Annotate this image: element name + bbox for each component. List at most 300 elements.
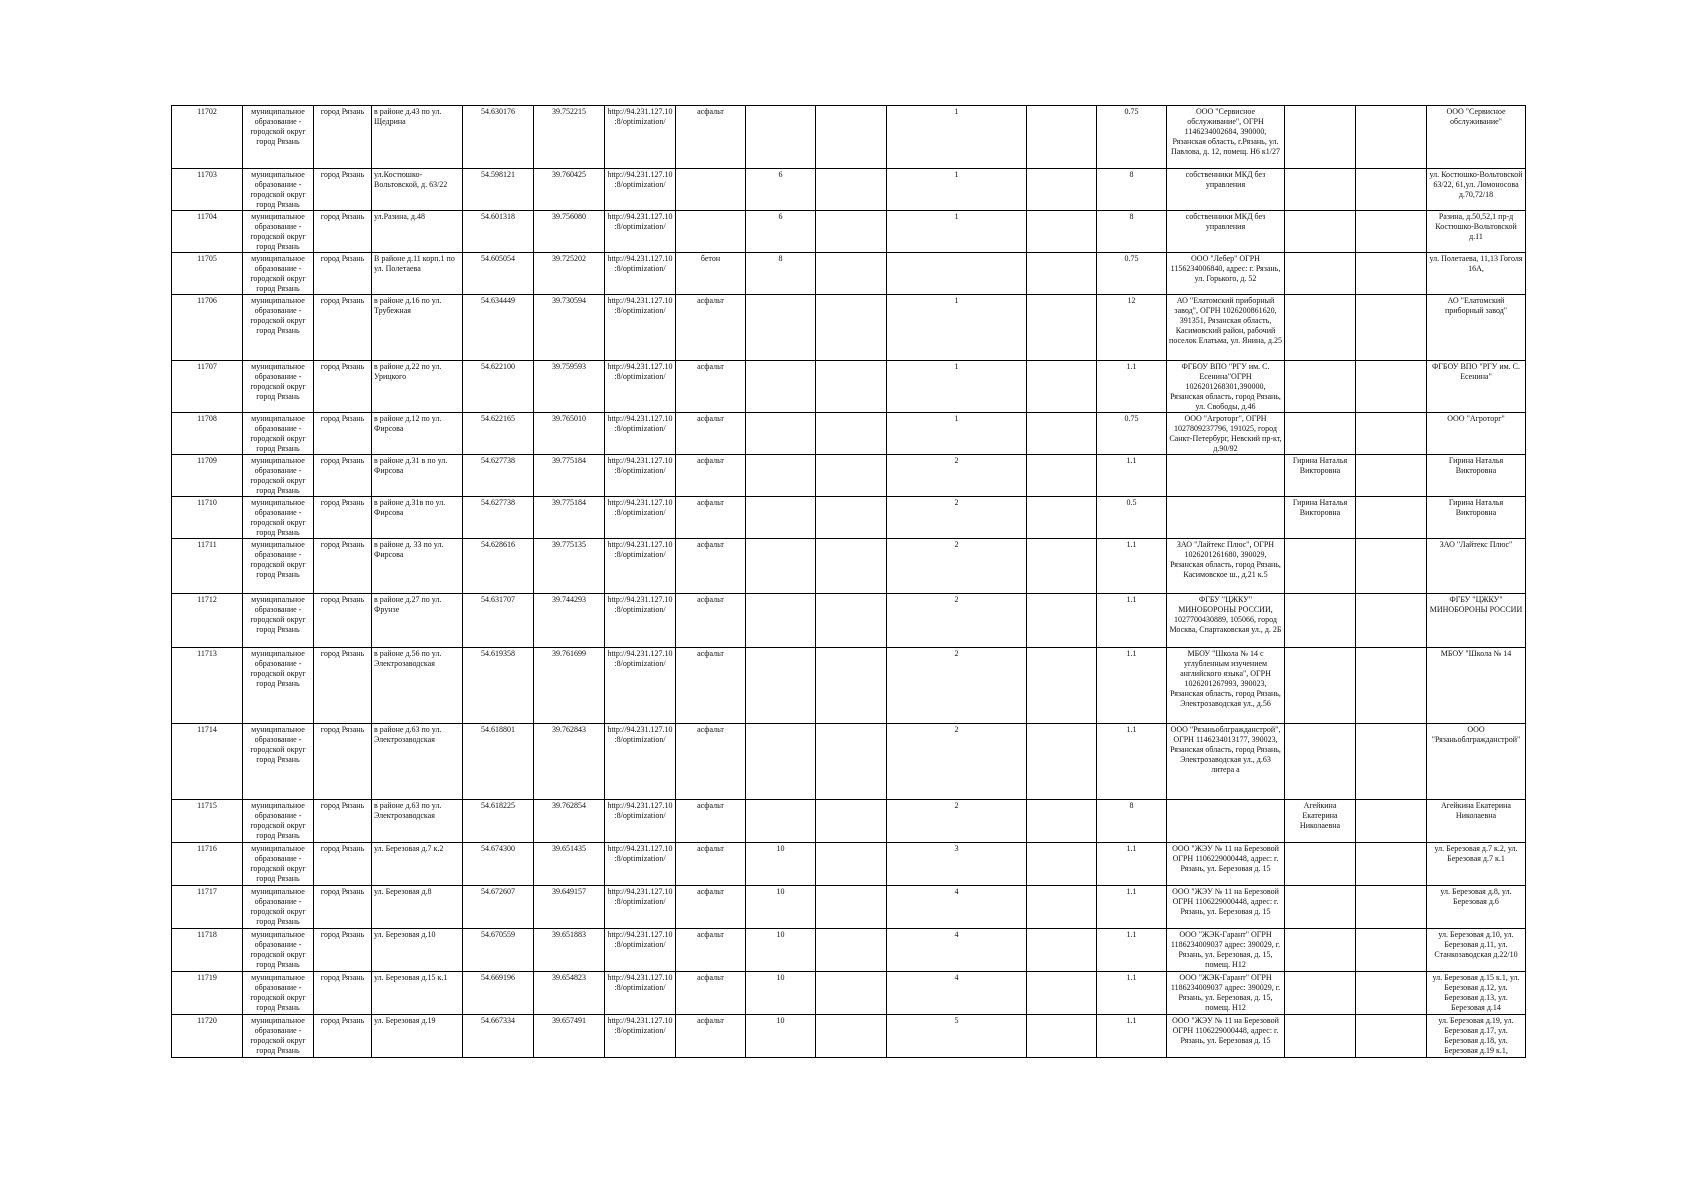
cell-map-link: http://94.231.127.10:8/optimization/ — [605, 106, 676, 169]
cell-municipality: муниципальное образование - городской округ город Рязань — [243, 843, 314, 886]
cell-surface-type: асфальт — [676, 295, 746, 361]
cell-container-area — [816, 413, 887, 455]
cell-owner-extra — [1356, 929, 1427, 972]
cell-address: в районе д.22 по ул. Урицкого — [372, 361, 463, 413]
cell-surface-type: асфальт — [676, 361, 746, 413]
cell-waste-sources: Агейкина Екатерина Николаевна — [1427, 800, 1526, 843]
cell-address: в районе д.56 по ул. Электрозаводская — [372, 648, 463, 724]
cell-owner-individual: Агейкина Екатерина Николаевна — [1285, 800, 1356, 843]
cell-area — [746, 724, 816, 800]
cell-waste-sources: ул. Березовая д.15 к.1, ул. Березовая д.12, ул. Березовая д.13, ул. Березовая д.14 — [1427, 972, 1526, 1015]
cell-container-volume: 0.75 — [1097, 253, 1167, 295]
cell-container-volume-extra — [1027, 1015, 1097, 1058]
cell-owner-legal-entity: ООО "ЖЭУ № 11 на Березовой ОГРН 1106229000448, адрес: г. Рязань, ул. Березовая д. 15 — [1167, 886, 1285, 929]
cell-container-area — [816, 106, 887, 169]
cell-latitude: 54.670559 — [463, 929, 534, 972]
cell-registry-number: 11710 — [172, 497, 243, 539]
cell-owner-individual — [1285, 361, 1356, 413]
cell-area — [746, 594, 816, 648]
cell-container-volume: 0.75 — [1097, 413, 1167, 455]
cell-latitude: 54.598121 — [463, 169, 534, 211]
cell-owner-extra — [1356, 413, 1427, 455]
cell-registry-number: 11709 — [172, 455, 243, 497]
cell-owner-individual — [1285, 539, 1356, 594]
table-row — [172, 253, 1526, 295]
cell-container-area — [816, 724, 887, 800]
cell-settlement: город Рязань — [314, 295, 372, 361]
cell-owner-legal-entity: собственники МКД без управления — [1167, 169, 1285, 211]
cell-waste-sources: ЗАО "Лайтекс Плюс" — [1427, 539, 1526, 594]
cell-settlement: город Рязань — [314, 361, 372, 413]
cell-address: в районе д.12 по ул. Фирсова — [372, 413, 463, 455]
cell-surface-type: асфальт — [676, 843, 746, 886]
cell-settlement: город Рязань — [314, 594, 372, 648]
cell-area — [746, 800, 816, 843]
cell-municipality: муниципальное образование - городской округ город Рязань — [243, 648, 314, 724]
cell-settlement: город Рязань — [314, 413, 372, 455]
cell-longitude: 39.775135 — [534, 539, 605, 594]
cell-owner-individual — [1285, 594, 1356, 648]
cell-map-link: http://94.231.127.10:8/optimization/ — [605, 295, 676, 361]
cell-address: ул.Костюшко-Вольтовской, д. 63/22 — [372, 169, 463, 211]
cell-area — [746, 539, 816, 594]
cell-waste-sources: Гирина Наталья Викторовна — [1427, 497, 1526, 539]
cell-container-volume-extra — [1027, 929, 1097, 972]
cell-surface-type: асфальт — [676, 497, 746, 539]
cell-longitude: 39.762843 — [534, 724, 605, 800]
cell-owner-individual — [1285, 1015, 1356, 1058]
cell-owner-legal-entity — [1167, 800, 1285, 843]
table-row — [172, 843, 1526, 886]
cell-container-count: 2 — [887, 455, 1027, 497]
table-row — [172, 929, 1526, 972]
table-row — [172, 211, 1526, 253]
cell-longitude: 39.762854 — [534, 800, 605, 843]
cell-latitude: 54.622165 — [463, 413, 534, 455]
cell-surface-type: асфальт — [676, 1015, 746, 1058]
cell-waste-sources: Разина, д.50,52,1 пр-д Костюшко-Вольтовской д.11 — [1427, 211, 1526, 253]
cell-registry-number: 11703 — [172, 169, 243, 211]
cell-owner-legal-entity: ООО "Сервисное обслуживание", ОГРН 1146234002684, 390000, Рязанская область, г.Рязань, ул. Павлова, д. 12, помещ. Н6 к1/27 — [1167, 106, 1285, 169]
cell-surface-type: бетон — [676, 253, 746, 295]
cell-waste-sources: ул. Полетаева, 11,13 Гоголя 16А, — [1427, 253, 1526, 295]
cell-container-volume-extra — [1027, 455, 1097, 497]
cell-longitude: 39.654823 — [534, 972, 605, 1015]
cell-container-area — [816, 594, 887, 648]
cell-owner-extra — [1356, 497, 1427, 539]
cell-container-volume: 0.5 — [1097, 497, 1167, 539]
cell-longitude: 39.765010 — [534, 413, 605, 455]
cell-container-volume: 1.1 — [1097, 594, 1167, 648]
cell-container-count: 1 — [887, 106, 1027, 169]
cell-container-volume: 1.1 — [1097, 361, 1167, 413]
cell-waste-sources: ООО "Агроторг" — [1427, 413, 1526, 455]
cell-map-link: http://94.231.127.10:8/optimization/ — [605, 724, 676, 800]
cell-municipality: муниципальное образование - городской округ город Рязань — [243, 295, 314, 361]
cell-container-area — [816, 1015, 887, 1058]
cell-area: 10 — [746, 886, 816, 929]
cell-latitude: 54.630176 — [463, 106, 534, 169]
cell-container-count: 2 — [887, 724, 1027, 800]
cell-container-volume-extra — [1027, 106, 1097, 169]
cell-registry-number: 11713 — [172, 648, 243, 724]
cell-latitude: 54.634449 — [463, 295, 534, 361]
table-row — [172, 594, 1526, 648]
cell-owner-extra — [1356, 648, 1427, 724]
cell-municipality: муниципальное образование - городской округ город Рязань — [243, 800, 314, 843]
cell-municipality: муниципальное образование - городской округ город Рязань — [243, 724, 314, 800]
cell-waste-sources: ООО "Сервисное обслуживание" — [1427, 106, 1526, 169]
cell-municipality: муниципальное образование - городской округ город Рязань — [243, 361, 314, 413]
cell-container-volume-extra — [1027, 539, 1097, 594]
cell-container-volume: 1.1 — [1097, 724, 1167, 800]
cell-longitude: 39.657491 — [534, 1015, 605, 1058]
cell-settlement: город Рязань — [314, 539, 372, 594]
cell-owner-extra — [1356, 455, 1427, 497]
cell-settlement: город Рязань — [314, 843, 372, 886]
cell-waste-sources: ФГБОУ ВПО "РГУ им. С. Есенина" — [1427, 361, 1526, 413]
cell-map-link: http://94.231.127.10:8/optimization/ — [605, 539, 676, 594]
cell-settlement: город Рязань — [314, 169, 372, 211]
cell-address: ул. Березовая д.15 к.1 — [372, 972, 463, 1015]
cell-latitude: 54.619358 — [463, 648, 534, 724]
cell-owner-legal-entity: ООО "Агроторг", ОГРН 1027809237796, 191025, город Санкт-Петербург, Невский пр-кт, д.90/92 — [1167, 413, 1285, 455]
cell-container-area — [816, 972, 887, 1015]
cell-longitude: 39.752215 — [534, 106, 605, 169]
cell-owner-legal-entity: ООО "Лебер" ОГРН 1156234006840, адрес: г. Рязань, ул. Горького, д. 52 — [1167, 253, 1285, 295]
cell-container-area — [816, 497, 887, 539]
cell-owner-legal-entity: ООО "Рязаньоблгражданстрой", ОГРН 1146234013177, 390023, Рязанская область, город Рязань, Электрозаводская ул., д.63 литера а — [1167, 724, 1285, 800]
cell-settlement: город Рязань — [314, 886, 372, 929]
cell-map-link: http://94.231.127.10:8/optimization/ — [605, 929, 676, 972]
cell-settlement: город Рязань — [314, 455, 372, 497]
cell-map-link: http://94.231.127.10:8/optimization/ — [605, 594, 676, 648]
cell-registry-number: 11719 — [172, 972, 243, 1015]
cell-map-link: http://94.231.127.10:8/optimization/ — [605, 886, 676, 929]
cell-municipality: муниципальное образование - городской округ город Рязань — [243, 539, 314, 594]
cell-map-link: http://94.231.127.10:8/optimization/ — [605, 211, 676, 253]
cell-registry-number: 11704 — [172, 211, 243, 253]
cell-container-count: 2 — [887, 594, 1027, 648]
cell-area: 10 — [746, 972, 816, 1015]
cell-settlement: город Рязань — [314, 106, 372, 169]
cell-registry-number: 11706 — [172, 295, 243, 361]
cell-container-area — [816, 800, 887, 843]
table-row — [172, 648, 1526, 724]
cell-municipality: муниципальное образование - городской округ город Рязань — [243, 169, 314, 211]
cell-address: ул.Разина, д.48 — [372, 211, 463, 253]
cell-address: ул. Березовая д.10 — [372, 929, 463, 972]
cell-area — [746, 648, 816, 724]
cell-owner-extra — [1356, 886, 1427, 929]
cell-container-area — [816, 539, 887, 594]
cell-container-count: 3 — [887, 843, 1027, 886]
cell-surface-type: асфальт — [676, 886, 746, 929]
cell-owner-extra — [1356, 361, 1427, 413]
cell-container-area — [816, 648, 887, 724]
cell-registry-number: 11702 — [172, 106, 243, 169]
table-row — [172, 972, 1526, 1015]
cell-container-volume: 12 — [1097, 295, 1167, 361]
cell-waste-sources: ООО "Рязаньоблгражданстрой" — [1427, 724, 1526, 800]
cell-surface-type: асфальт — [676, 800, 746, 843]
cell-owner-individual — [1285, 211, 1356, 253]
cell-container-area — [816, 211, 887, 253]
cell-container-volume: 1.1 — [1097, 1015, 1167, 1058]
cell-area — [746, 106, 816, 169]
cell-container-volume-extra — [1027, 413, 1097, 455]
cell-surface-type: асфальт — [676, 648, 746, 724]
cell-container-volume: 1.1 — [1097, 648, 1167, 724]
cell-registry-number: 11714 — [172, 724, 243, 800]
cell-container-count: 4 — [887, 886, 1027, 929]
cell-map-link: http://94.231.127.10:8/optimization/ — [605, 497, 676, 539]
cell-latitude: 54.667334 — [463, 1015, 534, 1058]
cell-address: в районе д.63 по ул. Электрозаводская — [372, 800, 463, 843]
cell-owner-extra — [1356, 106, 1427, 169]
cell-owner-individual — [1285, 843, 1356, 886]
cell-latitude: 54.622100 — [463, 361, 534, 413]
cell-owner-extra — [1356, 169, 1427, 211]
cell-area: 8 — [746, 253, 816, 295]
cell-owner-extra — [1356, 594, 1427, 648]
cell-longitude: 39.775184 — [534, 455, 605, 497]
cell-container-volume-extra — [1027, 648, 1097, 724]
cell-container-volume: 1.1 — [1097, 972, 1167, 1015]
cell-container-volume: 1.1 — [1097, 843, 1167, 886]
cell-surface-type: асфальт — [676, 106, 746, 169]
cell-owner-individual — [1285, 169, 1356, 211]
cell-municipality: муниципальное образование - городской округ город Рязань — [243, 455, 314, 497]
cell-container-area — [816, 361, 887, 413]
cell-latitude: 54.627738 — [463, 455, 534, 497]
cell-longitude: 39.725202 — [534, 253, 605, 295]
cell-waste-sources: МБОУ "Школа № 14 — [1427, 648, 1526, 724]
cell-address: ул. Березовая д.19 — [372, 1015, 463, 1058]
cell-container-volume: 8 — [1097, 211, 1167, 253]
table-row — [172, 724, 1526, 800]
cell-owner-extra — [1356, 539, 1427, 594]
cell-latitude: 54.631707 — [463, 594, 534, 648]
cell-container-count: 2 — [887, 648, 1027, 724]
cell-municipality: муниципальное образование - городской округ город Рязань — [243, 972, 314, 1015]
cell-owner-individual — [1285, 972, 1356, 1015]
cell-owner-extra — [1356, 295, 1427, 361]
cell-surface-type: асфальт — [676, 455, 746, 497]
cell-map-link: http://94.231.127.10:8/optimization/ — [605, 361, 676, 413]
cell-container-area — [816, 929, 887, 972]
table-row — [172, 497, 1526, 539]
cell-area: 6 — [746, 169, 816, 211]
cell-longitude: 39.756080 — [534, 211, 605, 253]
cell-area: 6 — [746, 211, 816, 253]
cell-map-link: http://94.231.127.10:8/optimization/ — [605, 169, 676, 211]
cell-municipality: муниципальное образование - городской округ город Рязань — [243, 1015, 314, 1058]
cell-owner-individual: Гирина Наталья Викторовна — [1285, 497, 1356, 539]
cell-owner-legal-entity: ФГБОУ ВПО "РГУ им. С. Есенина"ОГРН 1026201268301,390000, Рязанская область, город Рязань, ул. Свободы, д.46 — [1167, 361, 1285, 413]
cell-container-volume-extra — [1027, 594, 1097, 648]
cell-address: ул. Березовая д.7 к.2 — [372, 843, 463, 886]
cell-container-volume: 8 — [1097, 169, 1167, 211]
cell-municipality: муниципальное образование - городской округ город Рязань — [243, 253, 314, 295]
cell-surface-type: асфальт — [676, 539, 746, 594]
cell-owner-extra — [1356, 253, 1427, 295]
cell-owner-extra — [1356, 211, 1427, 253]
cell-map-link: http://94.231.127.10:8/optimization/ — [605, 413, 676, 455]
cell-container-count: 1 — [887, 295, 1027, 361]
cell-registry-number: 11707 — [172, 361, 243, 413]
cell-municipality: муниципальное образование - городской округ город Рязань — [243, 497, 314, 539]
cell-registry-number: 11708 — [172, 413, 243, 455]
cell-surface-type — [676, 169, 746, 211]
cell-registry-number: 11720 — [172, 1015, 243, 1058]
cell-container-volume: 0.75 — [1097, 106, 1167, 169]
cell-longitude: 39.761699 — [534, 648, 605, 724]
cell-container-volume-extra — [1027, 497, 1097, 539]
cell-waste-sources: ул. Березовая д.19, ул. Березовая д.17, ул. Березовая д.18, ул. Березовая д.19 к.1, — [1427, 1015, 1526, 1058]
table-row — [172, 886, 1526, 929]
cell-owner-legal-entity: ЗАО "Лайтекс Плюс", ОГРН 1026201261680, 390029, Рязанская область, город Рязань, Касимовское ш., д.21 к.5 — [1167, 539, 1285, 594]
cell-map-link: http://94.231.127.10:8/optimization/ — [605, 648, 676, 724]
cell-registry-number: 11711 — [172, 539, 243, 594]
cell-owner-legal-entity — [1167, 497, 1285, 539]
cell-container-volume-extra — [1027, 295, 1097, 361]
cell-registry-number: 11712 — [172, 594, 243, 648]
cell-settlement: город Рязань — [314, 724, 372, 800]
cell-owner-individual — [1285, 253, 1356, 295]
cell-longitude: 39.775184 — [534, 497, 605, 539]
cell-container-volume-extra — [1027, 843, 1097, 886]
cell-container-volume-extra — [1027, 724, 1097, 800]
cell-registry-number: 11705 — [172, 253, 243, 295]
cell-map-link: http://94.231.127.10:8/optimization/ — [605, 1015, 676, 1058]
cell-container-count: 1 — [887, 413, 1027, 455]
cell-surface-type: асфальт — [676, 594, 746, 648]
cell-container-volume-extra — [1027, 169, 1097, 211]
cell-longitude: 39.759593 — [534, 361, 605, 413]
cell-settlement: город Рязань — [314, 253, 372, 295]
cell-address: в районе д.63 по ул. Электрозаводская — [372, 724, 463, 800]
cell-municipality: муниципальное образование - городской округ город Рязань — [243, 929, 314, 972]
cell-latitude: 54.672607 — [463, 886, 534, 929]
cell-owner-individual: Гирина Наталья Викторовна — [1285, 455, 1356, 497]
cell-municipality: муниципальное образование - городской округ город Рязань — [243, 106, 314, 169]
cell-owner-legal-entity: АО "Елатомский приборный завод", ОГРН 1026200861620, 391351, Рязанская область, Касимовский район, рабочий поселок Елатьма, ул. Янина, д.25 — [1167, 295, 1285, 361]
cell-latitude: 54.628616 — [463, 539, 534, 594]
cell-registry-number: 11718 — [172, 929, 243, 972]
cell-owner-extra — [1356, 1015, 1427, 1058]
cell-longitude: 39.744293 — [534, 594, 605, 648]
cell-address: в районе д.27 по ул. Фрунзе — [372, 594, 463, 648]
cell-latitude: 54.605054 — [463, 253, 534, 295]
registry-table-body — [172, 106, 1526, 1058]
cell-waste-sources: ул. Березовая д.10, ул. Березовая д.11, ул. Станкозаводская д.22/10 — [1427, 929, 1526, 972]
cell-area — [746, 361, 816, 413]
cell-owner-legal-entity: ООО "ЖЭК-Гарант" ОГРН 1186234009037 адрес: 390029, г. Рязань, ул. Березовая, д. 15, помещ. Н12 — [1167, 972, 1285, 1015]
cell-registry-number: 11715 — [172, 800, 243, 843]
cell-surface-type: асфальт — [676, 724, 746, 800]
table-row — [172, 169, 1526, 211]
cell-owner-individual — [1285, 295, 1356, 361]
cell-address: В районе д.11 корп.1 по ул. Полетаева — [372, 253, 463, 295]
table-row — [172, 1015, 1526, 1058]
cell-container-volume-extra — [1027, 253, 1097, 295]
cell-map-link: http://94.231.127.10:8/optimization/ — [605, 843, 676, 886]
cell-owner-legal-entity: МБОУ "Школа № 14 с углубленным изучением английского языка", ОГРН 1026201267993, 390023, Рязанская область, город Рязань, Электрозаводская ул., д.56 — [1167, 648, 1285, 724]
cell-waste-sources: ФГБУ "ЦЖКУ" МИНОБОРОНЫ РОССИИ — [1427, 594, 1526, 648]
cell-settlement: город Рязань — [314, 800, 372, 843]
cell-settlement: город Рязань — [314, 972, 372, 1015]
cell-map-link: http://94.231.127.10:8/optimization/ — [605, 455, 676, 497]
cell-container-count — [887, 253, 1027, 295]
cell-owner-individual — [1285, 413, 1356, 455]
cell-owner-individual — [1285, 724, 1356, 800]
cell-container-count: 4 — [887, 972, 1027, 1015]
cell-address: ул. Березовая д.8 — [372, 886, 463, 929]
cell-container-volume: 1.1 — [1097, 455, 1167, 497]
cell-registry-number: 11716 — [172, 843, 243, 886]
cell-settlement: город Рязань — [314, 497, 372, 539]
cell-settlement: город Рязань — [314, 1015, 372, 1058]
cell-container-area — [816, 253, 887, 295]
cell-settlement: город Рязань — [314, 929, 372, 972]
cell-map-link: http://94.231.127.10:8/optimization/ — [605, 972, 676, 1015]
cell-area — [746, 413, 816, 455]
cell-surface-type: асфальт — [676, 972, 746, 1015]
cell-longitude: 39.730594 — [534, 295, 605, 361]
cell-waste-sources: АО "Елатомский приборный завод" — [1427, 295, 1526, 361]
cell-container-volume: 1.1 — [1097, 886, 1167, 929]
cell-map-link: http://94.231.127.10:8/optimization/ — [605, 800, 676, 843]
cell-latitude: 54.669196 — [463, 972, 534, 1015]
cell-area: 10 — [746, 1015, 816, 1058]
cell-container-volume: 1.1 — [1097, 539, 1167, 594]
cell-owner-legal-entity: ФГБУ "ЦЖКУ" МИНОБОРОНЫ РОССИИ, 1027700430889, 105066, город Москва, Спартаковская ул., д. 2Б — [1167, 594, 1285, 648]
cell-map-link: http://94.231.127.10:8/optimization/ — [605, 253, 676, 295]
cell-container-count: 1 — [887, 361, 1027, 413]
cell-owner-extra — [1356, 972, 1427, 1015]
cell-owner-legal-entity: ООО "ЖЭУ № 11 на Березовой ОГРН 1106229000448, адрес: г. Рязань, ул. Березовая д. 15 — [1167, 843, 1285, 886]
cell-owner-legal-entity — [1167, 455, 1285, 497]
cell-container-count: 1 — [887, 169, 1027, 211]
table-row — [172, 539, 1526, 594]
cell-container-area — [816, 455, 887, 497]
cell-owner-individual — [1285, 929, 1356, 972]
cell-container-volume-extra — [1027, 886, 1097, 929]
cell-municipality: муниципальное образование - городской округ город Рязань — [243, 594, 314, 648]
cell-longitude: 39.649157 — [534, 886, 605, 929]
cell-container-count: 4 — [887, 929, 1027, 972]
cell-longitude: 39.651435 — [534, 843, 605, 886]
cell-owner-legal-entity: ООО "ЖЭК-Гарант" ОГРН 1186234009037 адрес: 390029, г. Рязань, ул. Березовая, д. 15, помещ. Н12 — [1167, 929, 1285, 972]
cell-latitude: 54.627738 — [463, 497, 534, 539]
cell-area: 10 — [746, 843, 816, 886]
cell-settlement: город Рязань — [314, 648, 372, 724]
cell-latitude: 54.601318 — [463, 211, 534, 253]
cell-owner-extra — [1356, 724, 1427, 800]
cell-owner-extra — [1356, 843, 1427, 886]
cell-address: в районе д.31в по ул. Фирсова — [372, 497, 463, 539]
cell-owner-individual — [1285, 106, 1356, 169]
cell-container-count: 2 — [887, 800, 1027, 843]
cell-container-volume-extra — [1027, 972, 1097, 1015]
cell-latitude: 54.618225 — [463, 800, 534, 843]
cell-container-count: 2 — [887, 497, 1027, 539]
cell-settlement: город Рязань — [314, 211, 372, 253]
table-row — [172, 413, 1526, 455]
cell-container-area — [816, 886, 887, 929]
cell-municipality: муниципальное образование - городской округ город Рязань — [243, 886, 314, 929]
